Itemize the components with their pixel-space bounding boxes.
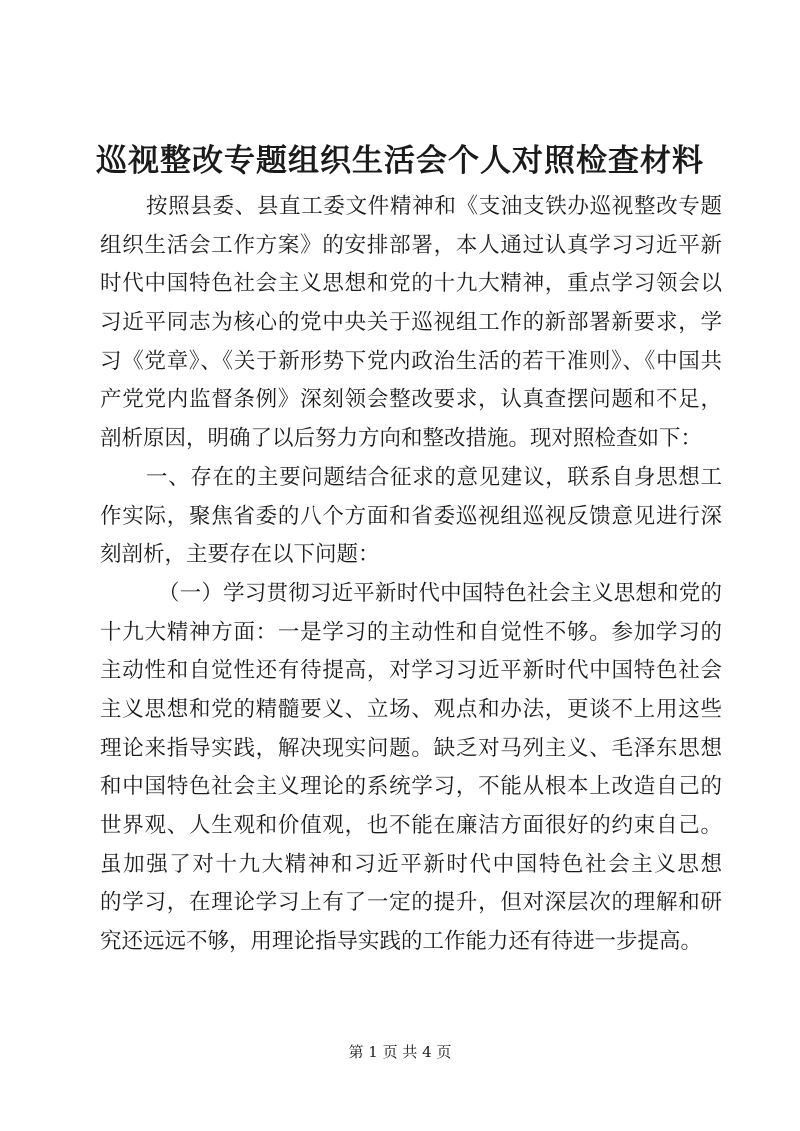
body-line: 剖析原因，明确了以后努力方向和整改措施。现对照检查如下： [100, 426, 703, 452]
body-line: 刻剖析，主要存在以下问题： [100, 542, 380, 568]
page-indicator: 第 1 页 共 4 页 [348, 1043, 452, 1061]
body-line: 虽加强了对十九大精神和习近平新时代中国特色社会主义思想 [100, 851, 722, 877]
body-line: 十九大精神方面：一是学习的主动性和自觉性不够。参加学习的 [100, 619, 722, 645]
body-line: （一）学习贯彻习近平新时代中国特色社会主义思想和党的 [158, 580, 722, 606]
body-line: 按照县委、县直工委文件精神和《支油支铁办巡视整改专题 [146, 194, 722, 219]
body-line: 理论来指导实践，解决现实问题。缺乏对马列主义、毛泽东思想 [100, 735, 722, 761]
document-title: 巡视整改专题组织生活会个人对照检查材料 [96, 143, 704, 179]
body-line: 产党党内监督条例》深刻领会整改要求，认真查摆问题和不足， [100, 387, 722, 413]
document-body [100, 188, 722, 962]
body-line: 习近平同志为核心的党中央关于巡视组工作的新部署新要求，学 [100, 310, 722, 336]
body-line: 组织生活会工作方案》的安排部署，本人通过认真学习习近平新 [100, 232, 722, 258]
body-line: 和中国特色社会主义理论的系统学习，不能从根本上改造自己的 [100, 774, 722, 800]
body-line: 时代中国特色社会主义思想和党的十九大精神，重点学习领会以 [100, 271, 722, 297]
body-line: 一、存在的主要问题结合征求的意见建议，联系自身思想工 [146, 464, 722, 490]
body-line: 的学习，在理论学习上有了一定的提升，但对深层次的理解和研 [100, 890, 722, 916]
body-line: 习《党章》、《关于新形势下党内政治生活的若干准则》、《中国共 [100, 348, 722, 374]
body-line: 主义思想和党的精髓要义、立场、观点和办法，更谈不上用这些 [100, 696, 722, 722]
body-line: 究还远远不够，用理论指导实践的工作能力还有待进一步提高。 [100, 929, 703, 955]
body-line: 主动性和自觉性还有待提高，对学习习近平新时代中国特色社会 [100, 658, 722, 684]
body-line: 世界观、人生观和价值观，也不能在廉洁方面很好的约束自己。 [100, 813, 722, 838]
body-line: 作实际，聚焦省委的八个方面和省委巡视组巡视反馈意见进行深 [100, 503, 722, 529]
